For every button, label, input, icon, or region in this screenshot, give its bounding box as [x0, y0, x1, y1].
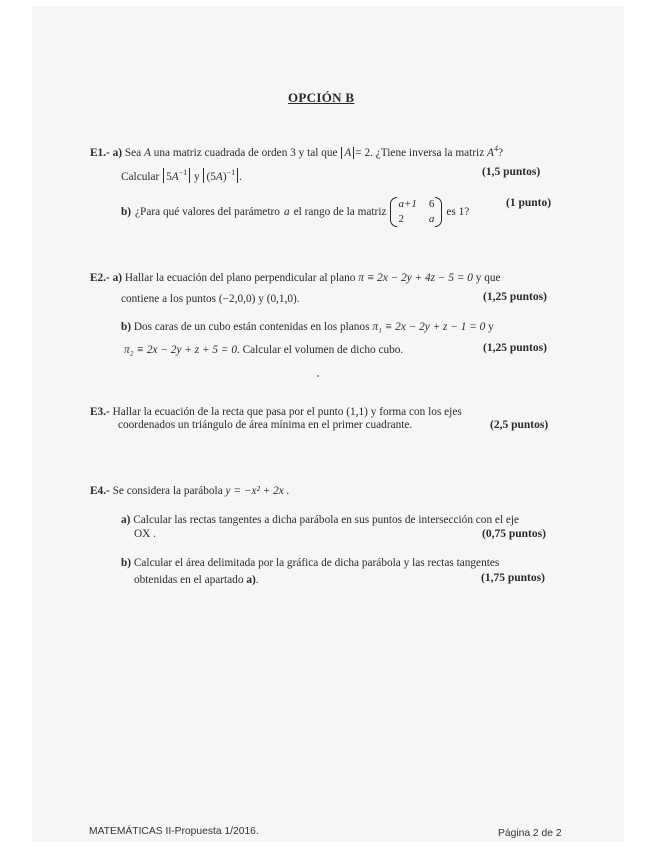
matrix-r2c1: 2 [398, 213, 404, 225]
e4-a-line2: OX . [134, 528, 156, 540]
var-A: A [144, 146, 151, 159]
e4-b-end: . [255, 574, 259, 586]
e1-a-y: y [194, 170, 200, 183]
param-matrix [390, 197, 442, 227]
e2-a-contains: contiene a los puntos [121, 293, 217, 305]
e4-a-points: (0,75 puntos) [482, 528, 546, 540]
e1-b-label: b) [121, 206, 132, 218]
e1-a-calcular: Calcular [121, 170, 160, 183]
e1-b-text3: es 1? [446, 206, 470, 218]
e4-b-ref: a) [246, 574, 256, 586]
e2-a-text1: Hallar la ecuación del plano perpendicular al plano [124, 272, 356, 284]
e4-parabola-eq: y = −x² + 2x . [225, 485, 290, 497]
e2-b-text1: Dos caras de un cubo están contenidas en los planos [133, 321, 370, 333]
matrix-r1c2: 6 [428, 198, 435, 210]
var-A4: $A^4$ [487, 144, 498, 159]
e1-b-text2: el rango de la matriz [293, 206, 387, 218]
e2-b-plane2-eq: π₂ ≡ 2x − 2y + z + 5 = 0 [124, 344, 237, 356]
e1-a-line1 [90, 144, 503, 159]
e4-b-text2: obtenidas en el apartado [134, 574, 244, 586]
e2-b-label: b) [121, 321, 132, 333]
e1-a-points: (1,5 puntos) [482, 166, 541, 178]
e1-label: E1.- [90, 146, 110, 159]
e2-a-plane-eq: π ≡ 2x − 2y + 4z − 5 = 0 [358, 272, 473, 284]
e4-intro: Se considera la parábola [112, 485, 223, 497]
matrix-r1c1: a+1 [398, 198, 417, 210]
e2-b-text2: y [488, 321, 494, 333]
e1-a-line2: Calcular $5A^{-1}$ y $(5A)^{-1}$ . [121, 168, 242, 183]
var-a: a [283, 206, 290, 218]
e2-a-points: (1,25 puntos) [483, 291, 547, 303]
e2-a-point-list: (−2,0,0) y (0,1,0). [218, 293, 300, 305]
e4-b-label: b) [121, 557, 132, 569]
e2-a-label: a) [112, 272, 123, 284]
det-5A-paren-inv: $(5A)^{-1}$ [203, 168, 238, 183]
e2-a-line1 [90, 272, 501, 284]
e1-a-text2: una matriz cuadrada de orden 3 y tal que [153, 146, 338, 159]
e2-b-points: (1,25 puntos) [483, 342, 547, 354]
e2-b-plane1-eq: π₁ ≡ 2x − 2y + z − 1 = 0 [372, 321, 486, 333]
e3-line1 [90, 406, 462, 418]
e4-b-text1: Calcular el área delimitada por la gráfica de dicha parábola y las rectas tangentes [133, 557, 500, 569]
e2-b-line2 [124, 344, 403, 356]
det-5A-inv: $5A^{-1}$ [163, 168, 190, 183]
e2-b-line1 [121, 321, 494, 333]
e4-b-line2 [134, 574, 259, 586]
e4-label: E4.- [90, 485, 110, 497]
e2-b-text3: . Calcular el volumen de dicho cubo. [236, 344, 404, 356]
e3-points: (2,5 puntos) [490, 419, 549, 431]
footer-left: MATEMÁTICAS II-Propuesta 1/2016. [89, 826, 259, 837]
page-title: OPCIÓN B [288, 90, 355, 105]
footer-page-number: Página 2 de 2 [498, 828, 562, 839]
e4-b-points: (1,75 puntos) [481, 572, 545, 584]
e4-b-line1 [121, 557, 499, 569]
e4-a-text1: Calcular las rectas tangentes a dicha parábola en sus puntos de intersección con el eje [133, 514, 520, 526]
e1-a-text3: . ¿Tiene inversa la matriz [370, 146, 485, 159]
e4-a-line1 [121, 514, 519, 526]
e2-a-text2: y que [475, 272, 501, 284]
e3-label: E3.- [90, 406, 110, 418]
matrix-r2c2: a [428, 213, 435, 225]
e2-label: E2.- [90, 272, 110, 284]
e1-a-text4: ? [497, 146, 503, 159]
e4-intro-line [90, 485, 289, 497]
e1-b-line [121, 197, 469, 227]
e2-a-line2 [121, 293, 300, 305]
e4-a-label: a) [121, 514, 131, 526]
e3-text1: Hallar la ecuación de la recta que pasa por el punto (1,1) y forma con los ejes [112, 406, 462, 418]
det-A: A = 2 [340, 147, 370, 159]
e1-a-text1: Sea [124, 146, 142, 159]
e3-line2: coordenados un triángulo de área mínima en el primer cuadrante. [118, 419, 413, 431]
e1-b-points: (1 punto) [506, 197, 552, 209]
e1-a-label: a) [112, 146, 123, 159]
speck [317, 375, 319, 377]
e1-b-text1: ¿Para qué valores del parámetro [135, 206, 280, 218]
